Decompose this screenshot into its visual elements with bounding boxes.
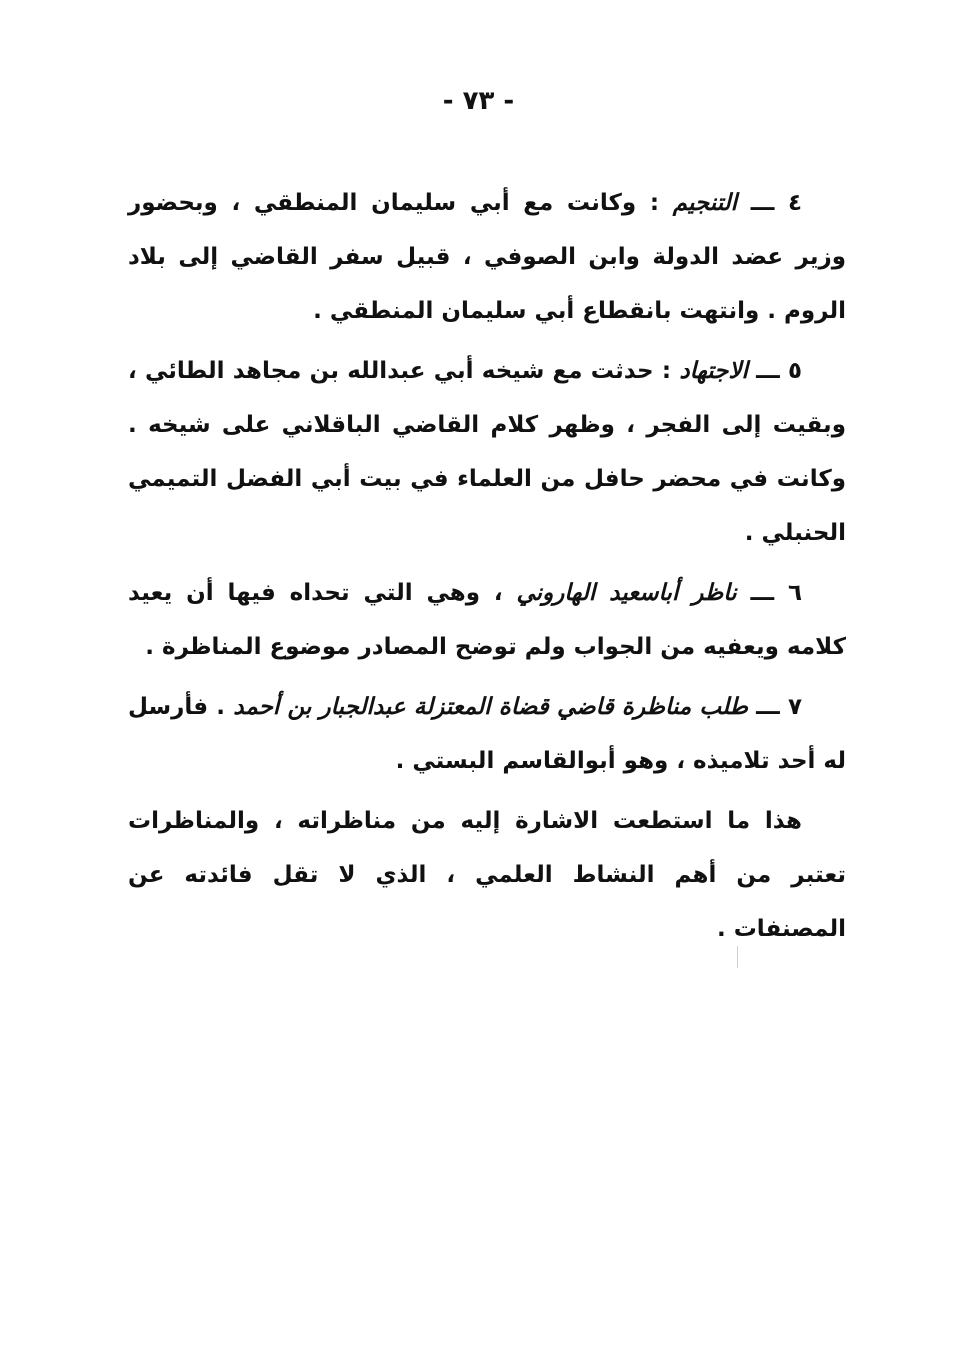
list-item-7 xyxy=(128,680,846,788)
scan-artifact xyxy=(737,946,738,968)
item-text: ، وهي التي تحداه فيها أن يعيد كلامه ويعفيه من الجواب ولم توضح المصادر موضوع المناظرة . xyxy=(128,580,846,660)
list-item-4 xyxy=(128,176,846,338)
item-text: . فأرسل له أحد تلاميذه ، وهو أبوالقاسم البستي . xyxy=(128,694,846,774)
page-body xyxy=(128,176,846,962)
item-title: ناظر أباسعيد الهاروني xyxy=(516,580,737,606)
item-marker: ٥ ـــ xyxy=(756,358,803,384)
list-item-5 xyxy=(128,344,846,560)
item-title: التنجيم xyxy=(672,190,738,216)
list-item-6 xyxy=(128,566,846,674)
item-marker: ٦ ـــ xyxy=(750,580,802,606)
item-text: : وكانت مع أبي سليمان المنطقي ، وبحضور وزير عضد الدولة وابن الصوفي ، قبيل سفر القاضي إلى بلاد الروم . وانتهت بانقطاع أبي سليمان المنطقي . xyxy=(128,190,846,324)
page-number: - ٧٣ - xyxy=(442,86,515,116)
item-text: : حدثت مع شيخه أبي عبدالله بن مجاهد الطائي ، وبقيت إلى الفجر ، وظهر كلام القاضي الباقلاني على شيخه . وكانت في محضر حافل من العلماء في بيت أبي الفضل التميمي الحنبلي . xyxy=(128,358,846,546)
item-marker: ٤ ـــ xyxy=(750,190,803,216)
closing-paragraph: هذا ما استطعت الاشارة إليه من مناظراته ، والمناظرات تعتبر من أهم النشاط العلمي ، الذي لا تقل فائدته عن المصنفات . xyxy=(128,808,846,942)
item-title: طلب مناظرة قاضي قضاة المعتزلة عبدالجبار بن أحمد xyxy=(233,694,748,720)
item-marker: ٧ ـــ xyxy=(756,694,802,720)
item-title: الاجتهاد xyxy=(679,358,748,384)
